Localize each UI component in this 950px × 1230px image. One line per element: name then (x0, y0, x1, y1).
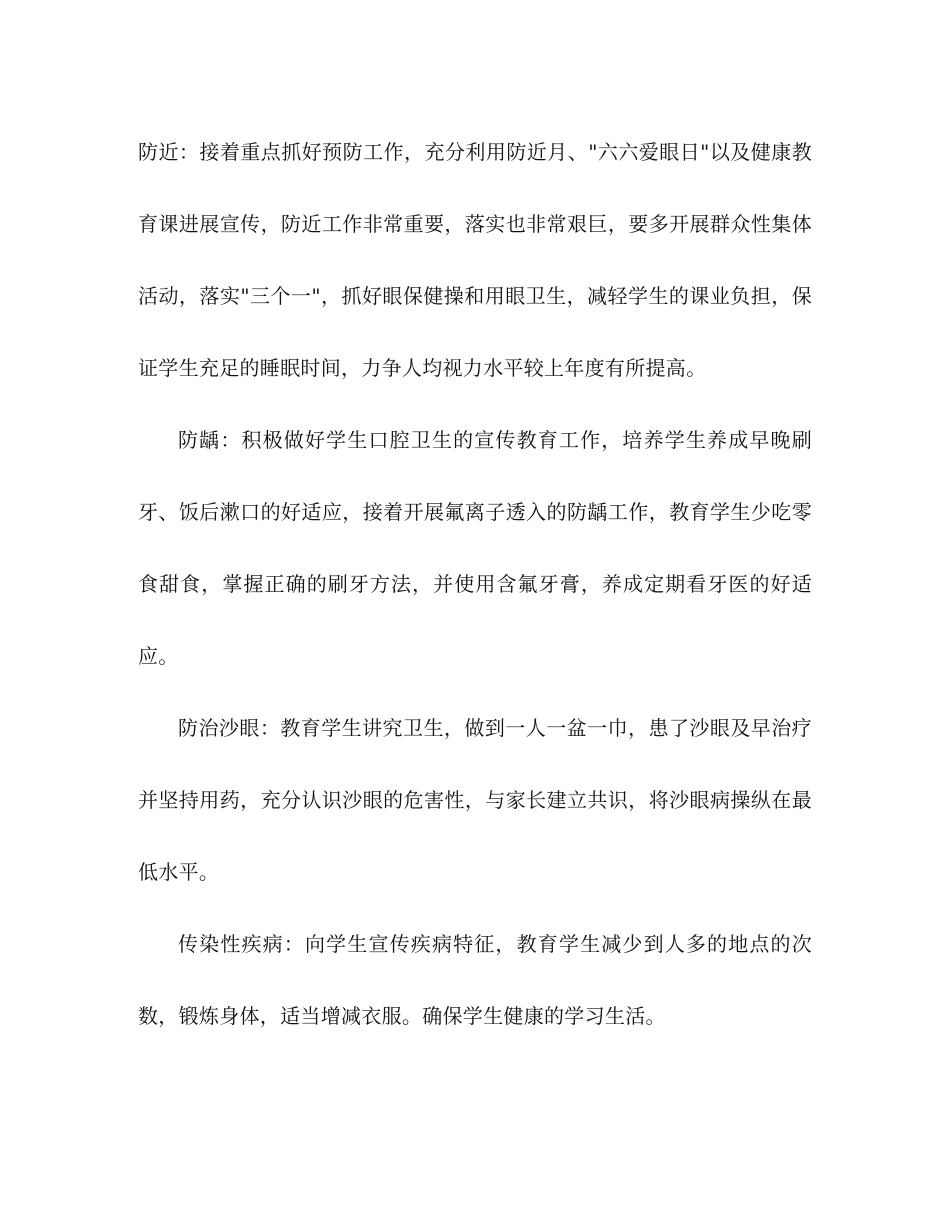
paragraph-caries-prevention: 防龋：积极做好学生口腔卫生的宣传教育工作，培养学生养成早晚刷牙、饭后漱口的好适应，接着开展氟离子透入的防龋工作，教育学生少吃零食甜食，掌握正确的刷牙方法，并使用含氟牙膏，养成定期看牙医的好适应。 (138, 428, 812, 668)
paragraph-trachoma-prevention: 防治沙眼：教育学生讲究卫生，做到一人一盆一巾，患了沙眼及早治疗并坚持用药，充分认识沙眼的危害性，与家长建立共识，将沙眼病操纵在最低水平。 (138, 716, 812, 884)
paragraph-myopia-prevention: 防近：接着重点抓好预防工作，充分利用防近月、"六六爱眼日"以及健康教育课进展宣传，防近工作非常重要，落实也非常艰巨，要多开展群众性集体活动，落实"三个一"，抓好眼保健操和用眼卫生，减轻学生的课业负担，保证学生充足的睡眠时间，力争人均视力水平较上年度有所提高。 (138, 140, 812, 380)
paragraph-infectious-disease: 传染性疾病：向学生宣传疾病特征，教育学生减少到人多的地点的次数，锻炼身体，适当增减衣服。确保学生健康的学习生活。 (138, 932, 812, 1028)
document-body (138, 116, 812, 1052)
